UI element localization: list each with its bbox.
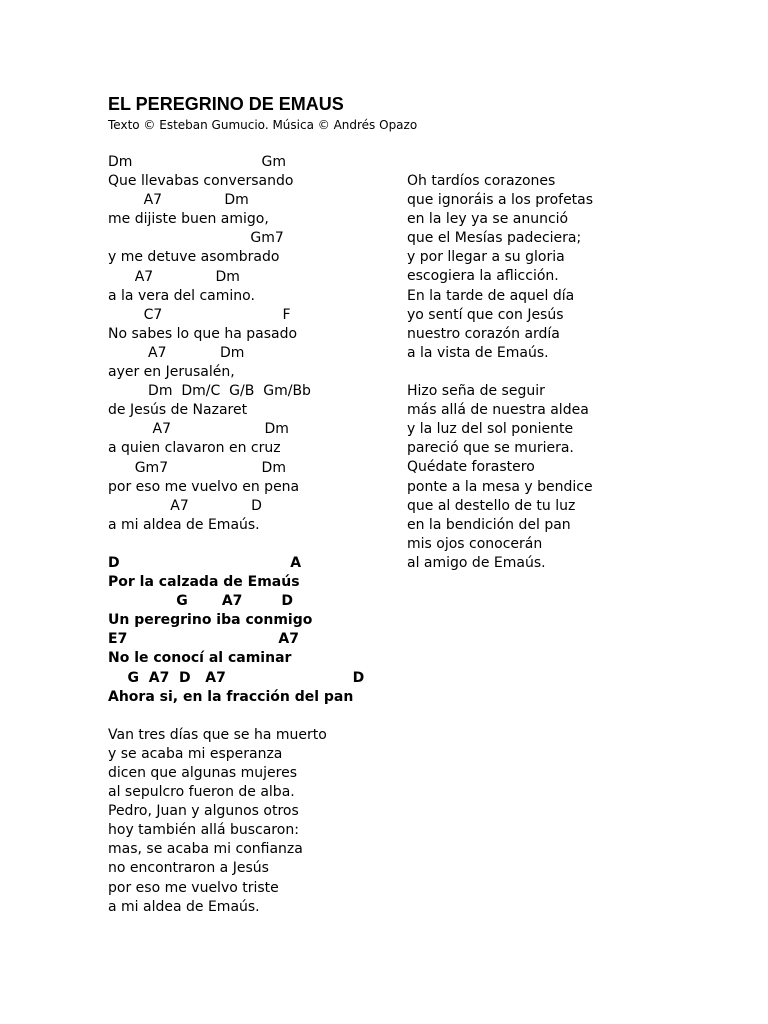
lyric-line: mas, se acaba mi confianza (108, 841, 303, 858)
chorus-chord-line: G A7 D (108, 593, 294, 610)
lyric-line: Que llevabas conversando (108, 173, 294, 190)
lyric-line: hoy también allá buscaron: (108, 822, 299, 839)
lyric-line: a la vera del camino. (108, 287, 255, 304)
lyric-line: ponte a la mesa y bendice (407, 478, 593, 495)
lyric-line: que ignoráis a los profetas (407, 192, 594, 209)
lyric-line: me dijiste buen amigo, (108, 211, 269, 228)
lyric-line: de Jesús de Nazaret (108, 402, 248, 419)
lyric-line: yo sentí que con Jesús (407, 306, 564, 323)
chorus-chord-line: E7 A7 (108, 631, 299, 648)
lyric-line: dicen que algunas mujeres (108, 765, 298, 781)
lyric-line: No sabes lo que ha pasado (108, 325, 298, 342)
blank-line (407, 363, 707, 382)
lyric-line: y me detuve asombrado (108, 249, 280, 266)
chorus-lyric-line: No le conocí al caminar (108, 650, 292, 667)
lyric-line: por eso me vuelvo en pena (108, 478, 300, 495)
lyric-line: a quien clavaron en cruz (108, 440, 281, 457)
chorus-lyric-line: Un peregrino iba conmigo (108, 612, 313, 629)
left-lyrics-column (108, 153, 398, 917)
lyric-line: por eso me vuelvo triste (108, 879, 279, 896)
lyric-line: ayer en Jerusalén, (108, 364, 235, 381)
chord-line: A7 D (108, 497, 262, 514)
song-title: EL PEREGRINO DE EMAUS (108, 94, 344, 114)
chorus-lyric-line: Ahora si, en la fracción del pan (108, 688, 354, 705)
lyric-line: nuestro corazón ardía (407, 325, 560, 342)
lyric-line: en la bendición del pan (407, 516, 571, 533)
chord-line: A7 Dm (108, 268, 240, 285)
chord-line: Gm7 (108, 230, 284, 247)
lyric-line: que al destello de tu luz (407, 497, 576, 514)
blank-line (108, 535, 398, 554)
lyric-line: escogiera la aflicción. (407, 268, 559, 285)
chord-line: Dm Gm (108, 154, 286, 170)
chord-line: Gm7 Dm (108, 459, 286, 476)
lyric-line: y se acaba mi esperanza (108, 745, 283, 762)
lyric-line: Van tres días que se ha muerto (108, 726, 327, 743)
song-credits: Texto © Esteban Gumucio. Música © Andrés Opazo (108, 118, 418, 132)
lyric-line: y por llegar a su gloria (407, 249, 565, 266)
lyric-line: que el Mesías padeciera; (407, 230, 582, 247)
lyric-line: a mi aldea de Emaús. (108, 516, 260, 533)
lyric-line: en la ley ya se anunció (407, 211, 569, 228)
lyric-line: mis ojos conocerán (407, 535, 543, 552)
lyric-line: al sepulcro fueron de alba. (108, 784, 295, 801)
chorus-chord-line: D A (108, 554, 302, 571)
chord-line: C7 F (108, 306, 291, 323)
lyric-line: pareció que se muriera. (407, 440, 574, 457)
lyric-line: no encontraron a Jesús (108, 860, 269, 877)
lyric-line: En la tarde de aquel día (407, 287, 575, 304)
lyric-line: a la vista de Emaús. (407, 344, 549, 361)
chorus-lyric-line: Por la calzada de Emaús (108, 574, 300, 591)
right-lyrics-column (407, 172, 707, 573)
lyric-line: Quédate forastero (407, 459, 535, 476)
lyric-line: a mi aldea de Emaús. (108, 898, 260, 915)
lyric-line: al amigo de Emaús. (407, 554, 546, 571)
lyric-line: Hizo seña de seguir (407, 383, 545, 400)
lyric-line: Oh tardíos corazones (407, 173, 556, 189)
chorus-chord-line: G A7 D A7 D (108, 669, 365, 686)
blank-line (108, 707, 398, 726)
lyric-line: y la luz del sol poniente (407, 421, 574, 438)
lyric-line: Pedro, Juan y algunos otros (108, 803, 299, 820)
chord-line: A7 Dm (108, 192, 249, 209)
chord-line: A7 Dm (108, 421, 289, 438)
chord-line: Dm Dm/C G/B Gm/Bb (108, 383, 311, 400)
lyric-line: más allá de nuestra aldea (407, 402, 589, 419)
chord-line: A7 Dm (108, 344, 245, 361)
